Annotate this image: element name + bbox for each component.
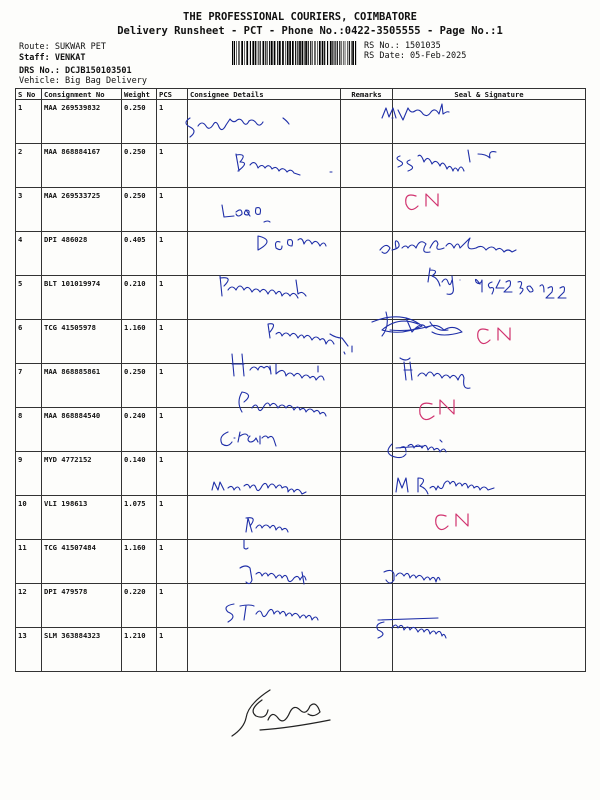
row-sno: 13 bbox=[16, 628, 42, 672]
row-weight: 1.210 bbox=[122, 628, 157, 672]
col-weight: Weight bbox=[122, 89, 157, 100]
barcode-bar bbox=[324, 41, 325, 65]
row-consignee-details bbox=[188, 232, 341, 276]
row-remarks bbox=[341, 496, 393, 540]
barcode-bar bbox=[341, 41, 342, 65]
row-consignee-details bbox=[188, 452, 341, 496]
row-seal-signature bbox=[393, 364, 586, 408]
barcode-bar bbox=[287, 41, 289, 65]
row-seal-signature bbox=[393, 540, 586, 584]
barcode-bar bbox=[252, 41, 254, 65]
table-row bbox=[16, 144, 586, 188]
barcode-bar bbox=[343, 41, 344, 65]
vehicle-label: Vehicle: Big Bag Delivery bbox=[19, 76, 147, 86]
barcode-bar bbox=[339, 41, 340, 65]
row-seal-signature bbox=[393, 628, 586, 672]
barcode-bar bbox=[355, 41, 356, 65]
col-remarks: Remarks bbox=[341, 89, 393, 100]
row-consignment-no: MAA 868885861 bbox=[42, 364, 122, 408]
row-pcs: 1 bbox=[157, 144, 188, 188]
row-seal-signature bbox=[393, 320, 586, 364]
barcode-bar bbox=[260, 41, 261, 65]
row-remarks bbox=[341, 364, 393, 408]
barcode-bar bbox=[317, 41, 318, 65]
row-pcs: 1 bbox=[157, 232, 188, 276]
barcode-bar bbox=[285, 41, 286, 65]
col-pcs: PCS bbox=[157, 89, 188, 100]
row-pcs: 1 bbox=[157, 584, 188, 628]
row-weight: 1.075 bbox=[122, 496, 157, 540]
row-sno: 10 bbox=[16, 496, 42, 540]
row-consignment-no: MAA 269539832 bbox=[42, 100, 122, 144]
barcode bbox=[232, 41, 357, 65]
barcode-bar bbox=[279, 41, 281, 65]
table-row bbox=[16, 364, 586, 408]
row-pcs: 1 bbox=[157, 408, 188, 452]
row-sno: 5 bbox=[16, 276, 42, 320]
barcode-bar bbox=[305, 41, 307, 65]
col-consignee: Consignee Details bbox=[188, 89, 341, 100]
row-weight: 0.250 bbox=[122, 364, 157, 408]
barcode-bar bbox=[241, 41, 243, 65]
barcode-bar bbox=[238, 41, 239, 65]
row-weight: 0.140 bbox=[122, 452, 157, 496]
barcode-bar bbox=[258, 41, 259, 65]
barcode-bar bbox=[332, 41, 333, 65]
table-row bbox=[16, 276, 586, 320]
staff-signature bbox=[232, 690, 330, 736]
table-row bbox=[16, 188, 586, 232]
row-remarks bbox=[341, 628, 393, 672]
row-consignment-no: DPI 479578 bbox=[42, 584, 122, 628]
table-header-row bbox=[16, 89, 586, 100]
barcode-bar bbox=[282, 41, 284, 65]
row-sno: 4 bbox=[16, 232, 42, 276]
barcode-bar bbox=[295, 41, 296, 65]
row-remarks bbox=[341, 320, 393, 364]
row-weight: 0.250 bbox=[122, 188, 157, 232]
col-signature: Seal & Signature bbox=[393, 89, 586, 100]
row-remarks bbox=[341, 276, 393, 320]
row-seal-signature bbox=[393, 100, 586, 144]
company-name: THE PROFESSIONAL COURIERS, COIMBATORE bbox=[183, 11, 417, 23]
barcode-bar bbox=[255, 41, 256, 65]
row-weight: 0.250 bbox=[122, 100, 157, 144]
table-row bbox=[16, 452, 586, 496]
row-remarks bbox=[341, 540, 393, 584]
barcode-bar bbox=[327, 41, 328, 65]
barcode-bar bbox=[271, 41, 273, 65]
barcode-bar bbox=[304, 41, 305, 65]
row-consignee-details bbox=[188, 100, 341, 144]
row-pcs: 1 bbox=[157, 496, 188, 540]
row-pcs: 1 bbox=[157, 276, 188, 320]
row-consignment-no: MAA 269533725 bbox=[42, 188, 122, 232]
row-consignee-details bbox=[188, 584, 341, 628]
row-seal-signature bbox=[393, 188, 586, 232]
row-remarks bbox=[341, 452, 393, 496]
barcode-bar bbox=[257, 41, 258, 65]
row-remarks bbox=[341, 100, 393, 144]
rs-date: RS Date: 05-Feb-2025 bbox=[364, 51, 467, 61]
table-row bbox=[16, 232, 586, 276]
row-consignee-details bbox=[188, 320, 341, 364]
barcode-bar bbox=[299, 41, 301, 65]
row-sno: 11 bbox=[16, 540, 42, 584]
table-row bbox=[16, 540, 586, 584]
drs-number: DRS No.: DCJB150103501 bbox=[19, 66, 132, 76]
row-pcs: 1 bbox=[157, 320, 188, 364]
row-pcs: 1 bbox=[157, 364, 188, 408]
barcode-bar bbox=[292, 41, 294, 65]
barcode-bar bbox=[274, 41, 276, 65]
barcode-bar bbox=[322, 41, 324, 65]
barcode-bar bbox=[263, 41, 265, 65]
row-consignee-details bbox=[188, 408, 341, 452]
row-weight: 1.160 bbox=[122, 540, 157, 584]
row-weight: 0.405 bbox=[122, 232, 157, 276]
row-consignment-no: TCG 41505978 bbox=[42, 320, 122, 364]
row-sno: 3 bbox=[16, 188, 42, 232]
barcode-bar bbox=[244, 41, 245, 65]
barcode-bar bbox=[351, 41, 352, 65]
barcode-bar bbox=[308, 41, 309, 65]
row-sno: 9 bbox=[16, 452, 42, 496]
barcode-bar bbox=[352, 41, 354, 65]
row-remarks bbox=[341, 232, 393, 276]
barcode-bar bbox=[349, 41, 350, 65]
row-weight: 1.160 bbox=[122, 320, 157, 364]
row-consignment-no: VLI 198613 bbox=[42, 496, 122, 540]
row-sno: 8 bbox=[16, 408, 42, 452]
barcode-bar bbox=[330, 41, 332, 65]
barcode-bar bbox=[269, 41, 270, 65]
row-pcs: 1 bbox=[157, 188, 188, 232]
row-consignment-no: MYD 4772152 bbox=[42, 452, 122, 496]
rs-number: RS No.: 1501035 bbox=[364, 41, 441, 51]
table-row bbox=[16, 628, 586, 672]
row-weight: 0.240 bbox=[122, 408, 157, 452]
table-row bbox=[16, 408, 586, 452]
barcode-bar bbox=[310, 41, 311, 65]
row-consignee-details bbox=[188, 628, 341, 672]
row-seal-signature bbox=[393, 144, 586, 188]
row-remarks bbox=[341, 144, 393, 188]
row-sno: 1 bbox=[16, 100, 42, 144]
row-consignment-no: BLT 101019974 bbox=[42, 276, 122, 320]
barcode-bar bbox=[297, 41, 298, 65]
row-seal-signature bbox=[393, 232, 586, 276]
row-consignee-details bbox=[188, 188, 341, 232]
row-seal-signature bbox=[393, 408, 586, 452]
row-sno: 6 bbox=[16, 320, 42, 364]
row-seal-signature bbox=[393, 584, 586, 628]
row-consignment-no: TCG 41507484 bbox=[42, 540, 122, 584]
row-seal-signature bbox=[393, 452, 586, 496]
row-consignee-details bbox=[188, 276, 341, 320]
row-sno: 12 bbox=[16, 584, 42, 628]
barcode-bar bbox=[234, 41, 235, 65]
row-pcs: 1 bbox=[157, 100, 188, 144]
table-row bbox=[16, 584, 586, 628]
row-weight: 0.250 bbox=[122, 144, 157, 188]
consignment-table bbox=[15, 88, 586, 672]
row-pcs: 1 bbox=[157, 628, 188, 672]
barcode-bar bbox=[250, 41, 251, 65]
row-consignment-no: SLM 363884323 bbox=[42, 628, 122, 672]
row-weight: 0.220 bbox=[122, 584, 157, 628]
row-remarks bbox=[341, 408, 393, 452]
route-label: Route: SUKWAR PET bbox=[19, 42, 106, 52]
barcode-bar bbox=[302, 41, 304, 65]
barcode-bar bbox=[314, 41, 315, 65]
barcode-bar bbox=[246, 41, 248, 65]
barcode-bar bbox=[236, 41, 237, 65]
row-consignment-no: MAA 868884540 bbox=[42, 408, 122, 452]
barcode-bar bbox=[347, 41, 348, 65]
runsheet-title: Delivery Runsheet - PCT - Phone No.:0422-3505555 - Page No.:1 bbox=[117, 25, 503, 37]
row-weight: 0.210 bbox=[122, 276, 157, 320]
barcode-bar bbox=[277, 41, 278, 65]
row-sno: 2 bbox=[16, 144, 42, 188]
barcode-bar bbox=[335, 41, 336, 65]
col-sno: S No bbox=[16, 89, 42, 100]
row-consignee-details bbox=[188, 496, 341, 540]
staff-label: Staff: VENKAT bbox=[19, 53, 86, 63]
row-consignee-details bbox=[188, 540, 341, 584]
barcode-bar bbox=[312, 41, 313, 65]
table-row bbox=[16, 496, 586, 540]
barcode-bar bbox=[265, 41, 266, 65]
table-row bbox=[16, 320, 586, 364]
barcode-bar bbox=[345, 41, 346, 65]
row-pcs: 1 bbox=[157, 452, 188, 496]
barcode-bar bbox=[289, 41, 291, 65]
barcode-bar bbox=[319, 41, 321, 65]
col-consignment: Consignment No bbox=[42, 89, 122, 100]
row-sno: 7 bbox=[16, 364, 42, 408]
barcode-bar bbox=[267, 41, 268, 65]
row-seal-signature bbox=[393, 276, 586, 320]
table-row bbox=[16, 100, 586, 144]
row-remarks bbox=[341, 188, 393, 232]
row-consignment-no: DPI 486028 bbox=[42, 232, 122, 276]
row-consignee-details bbox=[188, 144, 341, 188]
row-seal-signature bbox=[393, 496, 586, 540]
barcode-bar bbox=[232, 41, 233, 65]
row-consignee-details bbox=[188, 364, 341, 408]
row-pcs: 1 bbox=[157, 540, 188, 584]
row-remarks bbox=[341, 584, 393, 628]
barcode-bar bbox=[337, 41, 338, 65]
row-consignment-no: MAA 868884167 bbox=[42, 144, 122, 188]
